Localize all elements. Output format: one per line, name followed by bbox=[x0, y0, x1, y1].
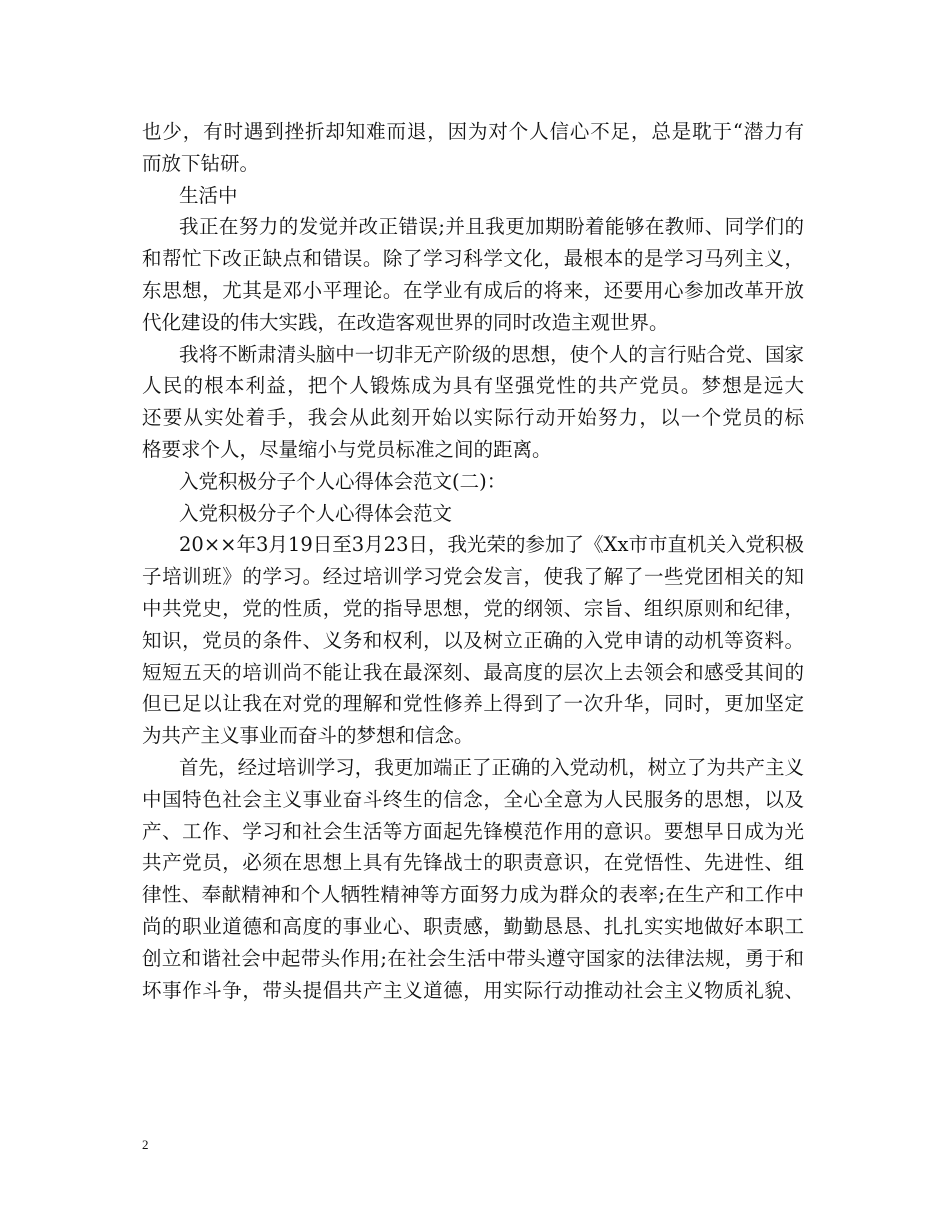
text-line: 中国特色社会主义事业奋斗终生的信念，全心全意为人民服务的思想，以及 bbox=[142, 787, 804, 811]
text-line: 共产党员，必须在思想上具有先锋战士的职责意识，在党悟性、先进性、组 bbox=[142, 851, 804, 875]
text-line: 律性、奉献精神和个人牺牲精神等方面努力成为群众的表率;在生产和工作中 bbox=[142, 883, 804, 907]
text-line: 产、工作、学习和社会生活等方面起先锋模范作用的意识。要想早日成为光 bbox=[142, 819, 804, 843]
text-line: 也少，有时遇到挫折却知难而退，因为对个人信心不足，总是耽于“潜力有 bbox=[142, 120, 804, 143]
text-line: 20××年3月19日至3月23日，我光荣的参加了《Xx市市直机关入党积极 bbox=[179, 533, 804, 557]
text-line: 为共产主义事业而奋斗的梦想和信念。 bbox=[142, 724, 474, 748]
text-line: 和帮忙下改正缺点和错误。除了学习科学文化，最根本的是学习马列主义， bbox=[142, 247, 804, 271]
text-line: 短短五天的培训尚不能让我在最深刻、最高度的层次上去领会和感受其间的 bbox=[142, 660, 804, 684]
text-line: 而放下钻研。 bbox=[142, 151, 260, 175]
text-line: 但已足以让我在对党的理解和党性修养上得到了一次升华，同时，更加坚定 bbox=[142, 692, 804, 716]
text-line: 东思想，尤其是邓小平理论。在学业有成后的将来，还要用心参加改革开放 bbox=[142, 278, 804, 302]
text-line: 我将不断肃清头脑中一切非无产阶级的思想，使个人的言行贴合党、国家 bbox=[179, 342, 804, 366]
text-line: 坏事作斗争，带头提倡共产主义道德，用实际行动推动社会主义物质礼貌、 bbox=[142, 978, 804, 1002]
page-number: 2 bbox=[142, 1137, 149, 1152]
section-subtitle: 入党积极分子个人心得体会范文 bbox=[179, 501, 453, 525]
text-line: 格要求个人，尽量缩小与党员标准之间的距离。 bbox=[142, 437, 552, 461]
paragraph-heading: 生活中 bbox=[179, 183, 238, 207]
text-line: 代化建设的伟大实践，在改造客观世界的同时改造主观世界。 bbox=[142, 310, 669, 334]
text-line: 创立和谐社会中起带头作用;在社会生活中带头遵守国家的法律法规，勇于和 bbox=[142, 946, 804, 970]
text-line: 还要从实处着手，我会从此刻开始以实际行动开始努力，以一个党员的标 bbox=[142, 406, 804, 430]
text-line: 人民的根本利益，把个人锻炼成为具有坚强党性的共产党员。梦想是远大 bbox=[142, 374, 804, 398]
text-line: 子培训班》的学习。经过培训学习党会发言，使我了解了一些党团相关的知 bbox=[142, 565, 804, 589]
section-title: 入党积极分子个人心得体会范文(二)： bbox=[179, 469, 507, 493]
text-line: 中共党史，党的性质，党的指导思想，党的纲领、宗旨、组织原则和纪律， bbox=[142, 596, 804, 620]
document-body bbox=[142, 116, 804, 1006]
text-line: 尚的职业道德和高度的事业心、职责感，勤勤恳恳、扎扎实实地做好本职工 bbox=[142, 914, 804, 938]
text-line: 我正在努力的发觉并改正错误;并且我更加期盼着能够在教师、同学们的 bbox=[179, 215, 804, 239]
text-line: 首先，经过培训学习，我更加端正了正确的入党动机，树立了为共产主义 bbox=[179, 755, 804, 779]
text-line: 知识，党员的条件、义务和权利，以及树立正确的入党申请的动机等资料。 bbox=[142, 628, 804, 652]
